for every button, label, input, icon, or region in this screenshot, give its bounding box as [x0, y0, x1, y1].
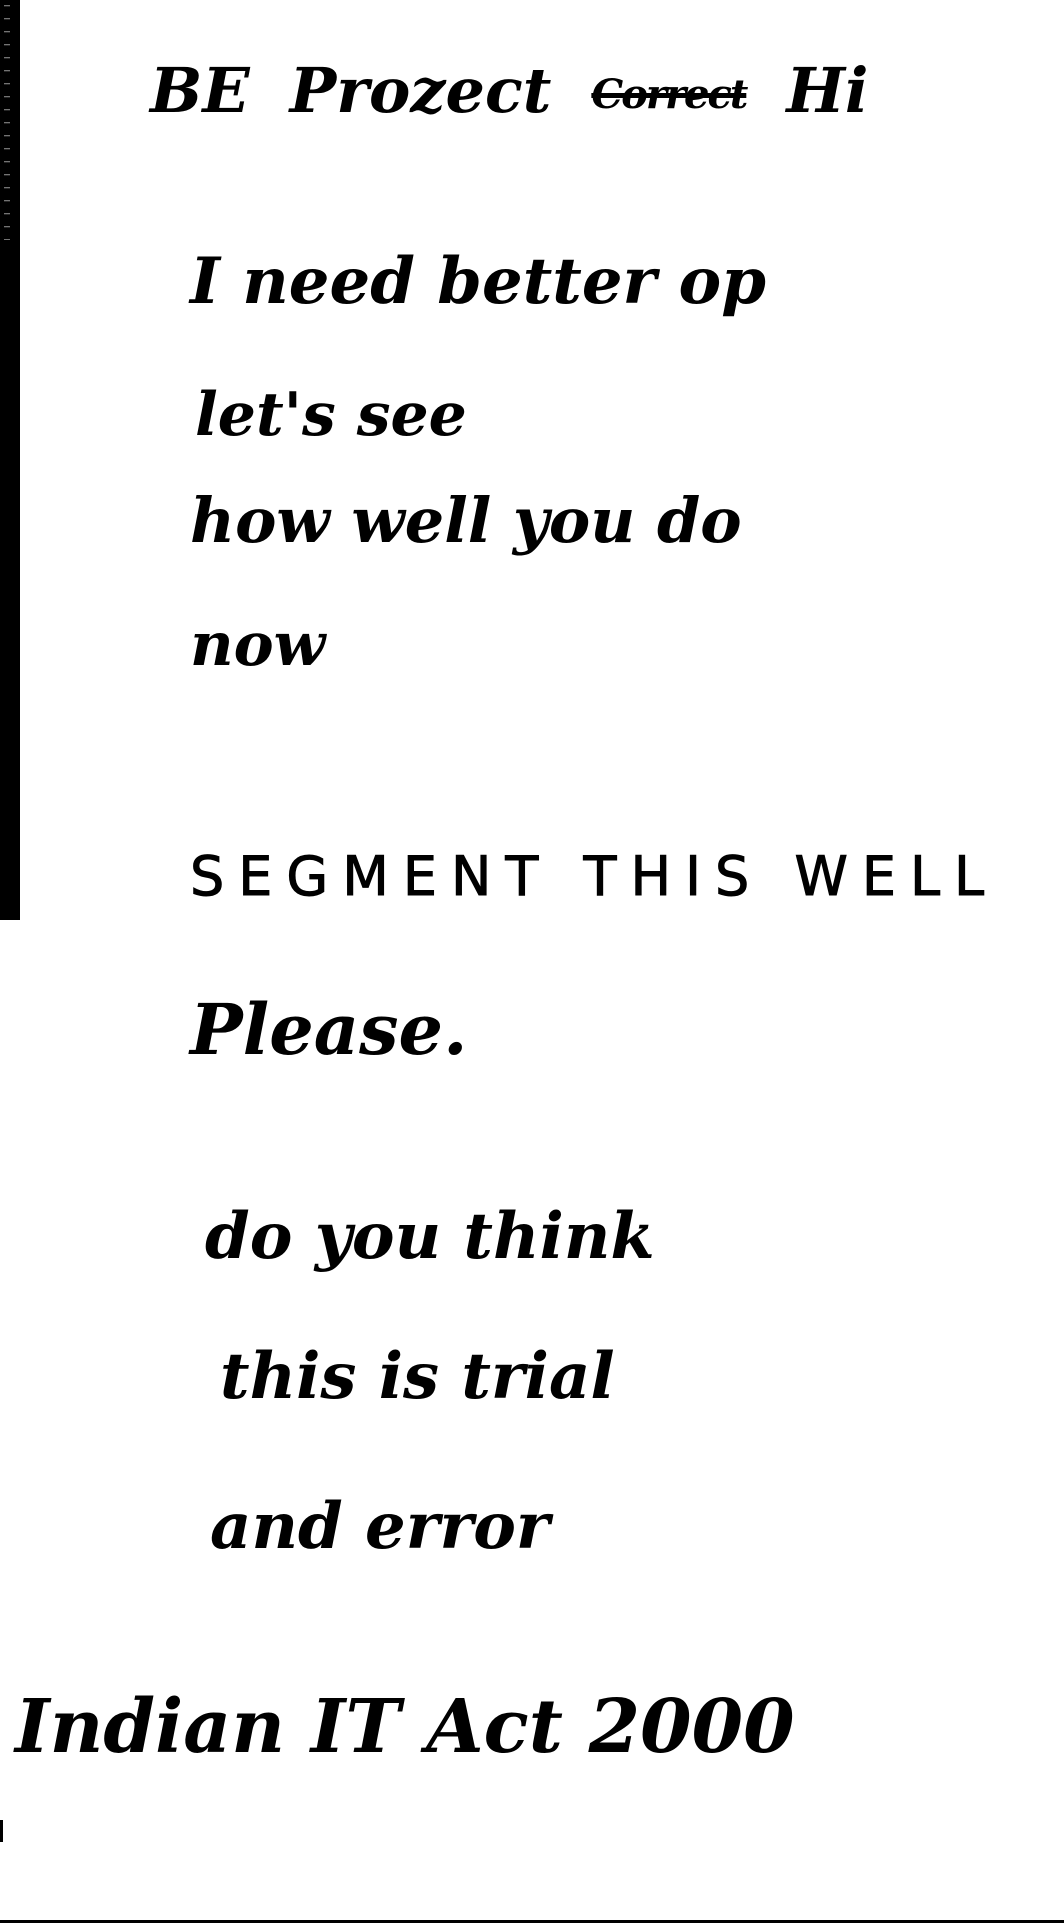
heading-project: Prozect: [289, 54, 552, 127]
text-line-caps: SEGMENT THIS WELL: [190, 845, 999, 908]
text-line-1: I need better op: [190, 244, 766, 319]
heading-struck-word: Correct: [591, 71, 747, 118]
heading-line: [150, 54, 869, 127]
text-line-4: now: [190, 610, 326, 680]
text-line-8: this is trial: [220, 1339, 615, 1414]
heading-be: BE: [150, 54, 250, 127]
text-line-7: do you think: [205, 1199, 655, 1274]
text-line-2: let's see: [195, 380, 467, 450]
scan-left-edge: [0, 0, 20, 920]
text-line-9: and error: [210, 1489, 550, 1564]
text-line-3: how well you do: [190, 484, 742, 557]
heading-hi: Hi: [786, 54, 869, 127]
scan-edge-texture: [4, 0, 10, 240]
scan-edge-mark: [0, 1820, 3, 1842]
text-line-please: Please.: [190, 988, 468, 1071]
text-line-last: Indian IT Act 2000: [15, 1684, 795, 1770]
